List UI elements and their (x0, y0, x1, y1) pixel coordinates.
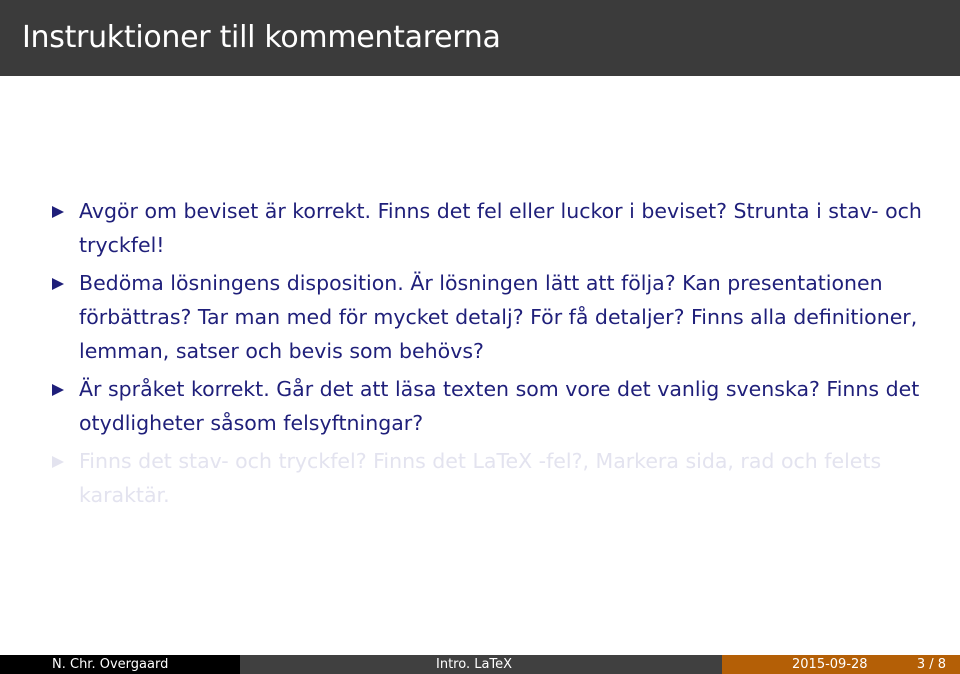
footer-date-section (722, 655, 960, 674)
triangle-bullet-icon (52, 278, 64, 290)
footer-title-section (240, 655, 722, 674)
footer-author-section (0, 655, 240, 674)
slide-title-bar (0, 0, 960, 76)
bullet-text: Avgör om beviset är korrekt. Finns det fel eller luckor i beviset? Strunta i stav- och tryckfel! (79, 199, 922, 257)
bullet-item (44, 266, 944, 368)
bullet-item-dimmed (44, 444, 944, 512)
triangle-bullet-icon (52, 384, 64, 396)
footer-bar (0, 655, 960, 674)
bullet-text: Bedöma lösningens disposition. Är lösningen lätt att följa? Kan presentationen förbättras? Tar man med för mycket detalj? För få detaljer? Finns alla definitioner, lemman, satser och bevis som behövs? (79, 271, 918, 363)
bullet-item (44, 194, 944, 262)
triangle-bullet-icon (52, 206, 64, 218)
footer-date: 2015-09-28 (792, 657, 868, 672)
footer-author: N. Chr. Overgaard (52, 657, 169, 672)
footer-short-title: Intro. LaTeX (436, 657, 513, 672)
triangle-bullet-icon (52, 456, 64, 468)
footer-page-number: 3 / 8 (916, 657, 946, 672)
bullet-list (44, 194, 944, 516)
bullet-item (44, 372, 944, 440)
bullet-text: Finns det stav- och tryckfel? Finns det LaTeX -fel?, Markera sida, rad och felets karaktär. (79, 449, 882, 507)
bullet-text: Är språket korrekt. Går det att läsa texten som vore det vanlig svenska? Finns det otydligheter såsom felsyftningar? (79, 377, 920, 435)
slide-title: Instruktioner till kommentarerna (22, 20, 501, 55)
